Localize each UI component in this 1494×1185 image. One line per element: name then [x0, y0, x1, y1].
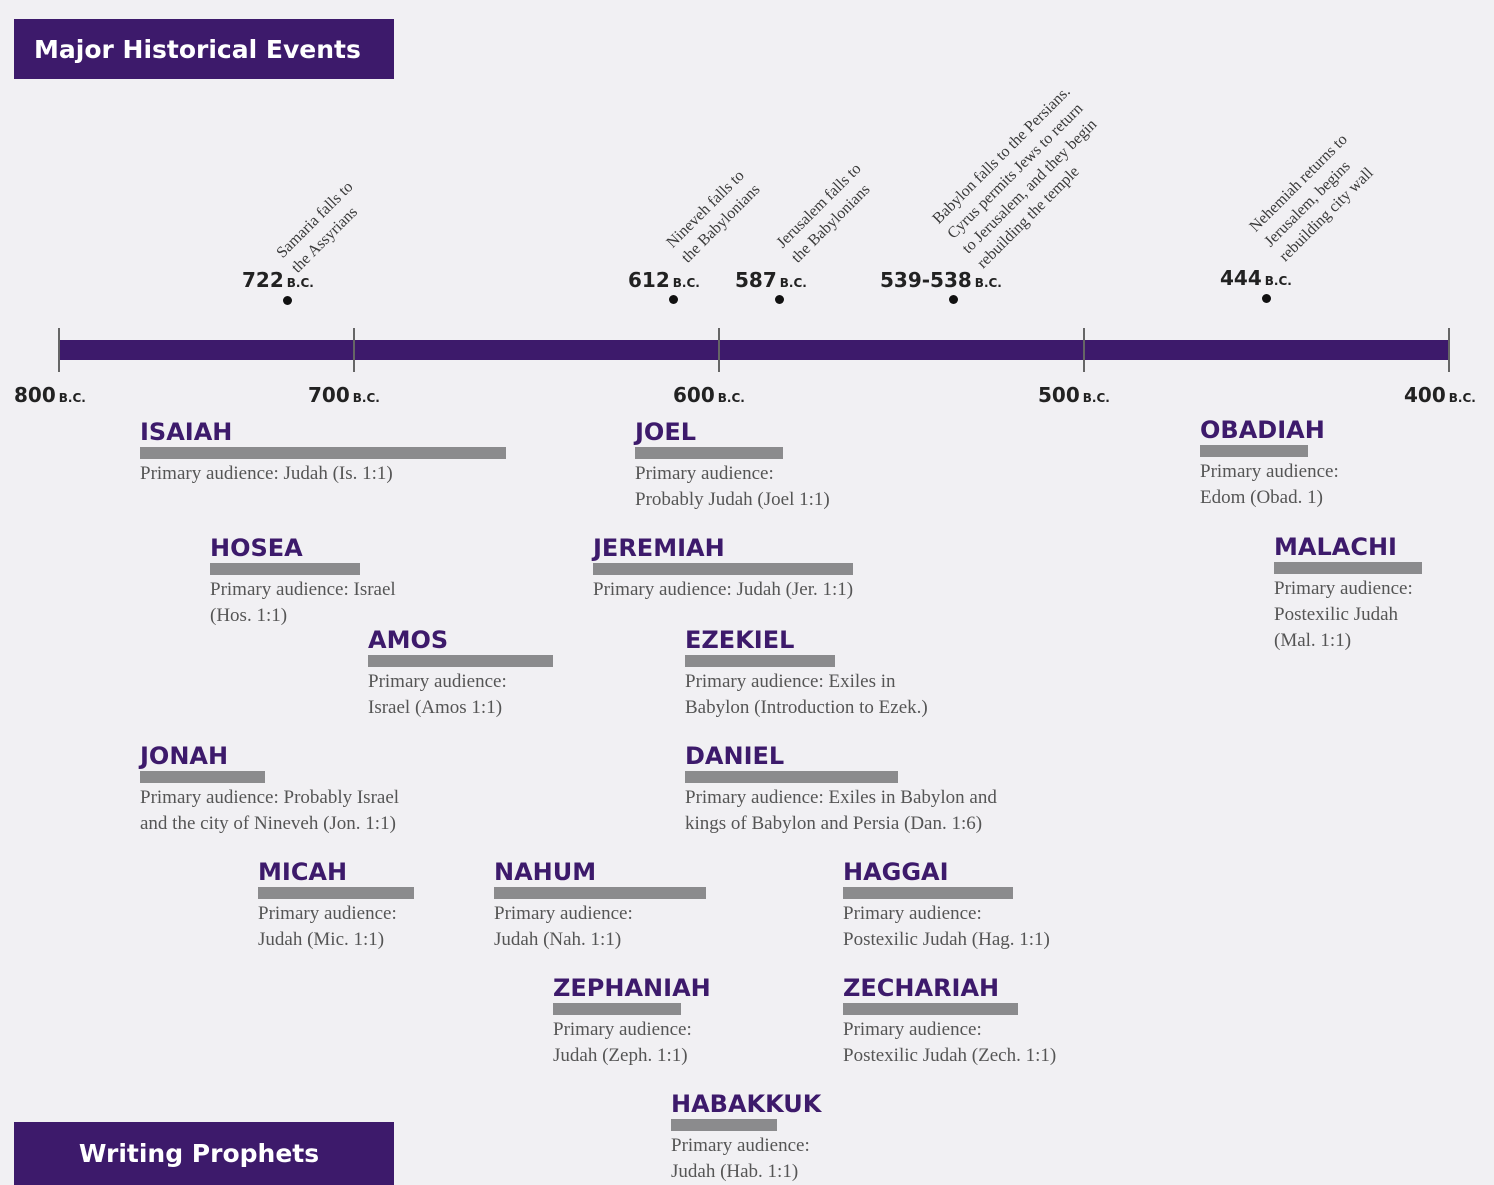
prophet-span-bar	[553, 1003, 681, 1015]
prophet-audience: Primary audience: Probably Judah (Joel 1:1)	[635, 463, 830, 510]
prophet-amos	[368, 626, 553, 721]
prophet-name: ZEPHANIAH	[553, 974, 711, 1002]
prophet-audience: Primary audience: Israel (Hos. 1:1)	[210, 579, 396, 626]
axis-label-400: 400 B.C.	[1404, 383, 1476, 407]
axis-label-700: 700 B.C.	[308, 383, 380, 407]
tick-400	[1448, 328, 1450, 372]
event-year-539: 539-538 B.C.	[880, 268, 1002, 292]
prophet-span-bar	[1274, 562, 1422, 574]
event-text-samaria: Samaria falls to the Assyrians	[273, 178, 361, 277]
prophet-audience: Primary audience: Postexilic Judah (Mal. 1:1)	[1274, 578, 1413, 651]
major-events-title: Major Historical Events	[34, 34, 361, 64]
prophet-audience: Primary audience: Postexilic Judah (Hag. 1:1)	[843, 903, 1050, 950]
prophet-isaiah	[140, 418, 506, 487]
writing-prophets-banner	[14, 1122, 394, 1185]
prophet-audience: Primary audience: Israel (Amos 1:1)	[368, 671, 507, 718]
event-year-722: 722 B.C.	[242, 268, 314, 292]
prophet-name: JOEL	[635, 418, 697, 446]
prophet-span-bar	[1200, 445, 1308, 457]
prophet-span-bar	[843, 887, 1013, 899]
axis-label-500: 500 B.C.	[1038, 383, 1110, 407]
prophet-obadiah	[1200, 416, 1339, 511]
event-dot-722	[283, 296, 292, 305]
prophet-span-bar	[210, 563, 360, 575]
prophet-name: HAGGAI	[843, 858, 949, 886]
prophet-audience: Primary audience: Judah (Jer. 1:1)	[593, 579, 854, 600]
prophet-name: HABAKKUK	[671, 1090, 822, 1118]
prophet-span-bar	[368, 655, 553, 667]
event-year-444: 444 B.C.	[1220, 266, 1292, 290]
prophet-zephaniah	[553, 974, 711, 1069]
prophet-span-bar	[685, 655, 835, 667]
prophet-span-bar	[140, 771, 265, 783]
prophet-name: MICAH	[258, 858, 348, 886]
timeline-bar	[58, 340, 1450, 360]
prophet-name: ISAIAH	[140, 418, 233, 446]
prophet-name: JEREMIAH	[593, 534, 725, 562]
prophet-audience: Primary audience: Probably Israel and the city of Nineveh (Jon. 1:1)	[140, 787, 400, 834]
prophet-span-bar	[593, 563, 853, 575]
prophet-audience: Primary audience: Judah (Is. 1:1)	[140, 463, 393, 484]
prophet-hosea	[210, 534, 396, 629]
event-text-jerusalem: Jerusalem falls to the Babylonians	[773, 160, 874, 267]
prophet-name: EZEKIEL	[685, 626, 795, 654]
event-year-587: 587 B.C.	[735, 268, 807, 292]
event-year-612: 612 B.C.	[628, 268, 700, 292]
prophet-audience: Primary audience: Judah (Hab. 1:1)	[671, 1135, 810, 1182]
writing-prophets-title: Writing Prophets	[78, 1139, 320, 1168]
event-text-nineveh: Nineveh falls to the Babylonians	[663, 167, 764, 267]
prophet-audience: Primary audience: Edom (Obad. 1)	[1200, 461, 1339, 508]
axis-label-800: 800 B.C.	[14, 383, 86, 407]
prophet-nahum	[494, 858, 706, 953]
prophet-joel	[635, 418, 830, 513]
prophet-name: HOSEA	[210, 534, 303, 562]
event-dot-612	[669, 295, 678, 304]
prophet-span-bar	[843, 1003, 1018, 1015]
prophet-ezekiel	[685, 626, 928, 721]
prophet-name: AMOS	[368, 626, 449, 654]
prophet-span-bar	[258, 887, 414, 899]
prophet-span-bar	[671, 1119, 777, 1131]
prophet-audience: Primary audience: Judah (Nah. 1:1)	[494, 903, 633, 950]
prophet-name: ZECHARIAH	[843, 974, 1000, 1002]
prophet-name: NAHUM	[494, 858, 597, 886]
prophet-audience: Primary audience: Judah (Mic. 1:1)	[258, 903, 397, 950]
event-dot-587	[775, 295, 784, 304]
prophet-span-bar	[635, 447, 783, 459]
event-dot-539	[949, 295, 958, 304]
prophet-name: OBADIAH	[1200, 416, 1325, 444]
prophet-haggai	[843, 858, 1050, 953]
tick-800	[58, 328, 60, 372]
prophet-micah	[258, 858, 414, 953]
prophet-jonah	[140, 742, 399, 837]
prophet-zechariah	[843, 974, 1056, 1069]
event-text-babylon: Babylon falls to the Persians. Cyrus permits Jews to return to Jerusalem, and they begin rebuilding the temple	[929, 83, 1101, 272]
prophet-span-bar	[685, 771, 898, 783]
tick-700	[353, 328, 355, 372]
prophet-jeremiah	[593, 534, 853, 603]
prophet-name: MALACHI	[1274, 533, 1397, 561]
prophet-span-bar	[494, 887, 706, 899]
event-text-nehemiah: Nehemiah returns to Jerusalem, begins rebuilding city wall	[1246, 131, 1377, 266]
prophet-span-bar	[140, 447, 506, 459]
prophet-audience: Primary audience: Judah (Zeph. 1:1)	[553, 1019, 692, 1066]
prophet-audience: Primary audience: Postexilic Judah (Zech. 1:1)	[843, 1019, 1057, 1066]
tick-600	[718, 328, 720, 372]
prophet-audience: Primary audience: Exiles in Babylon (Introduction to Ezek.)	[685, 671, 928, 718]
tick-500	[1083, 328, 1085, 372]
prophet-audience: Primary audience: Exiles in Babylon and kings of Babylon and Persia (Dan. 1:6)	[685, 787, 997, 834]
prophet-malachi	[1274, 533, 1422, 654]
prophet-daniel	[685, 742, 997, 837]
prophet-name: JONAH	[140, 742, 229, 770]
major-events-banner	[14, 19, 394, 79]
prophet-name: DANIEL	[685, 742, 785, 770]
prophet-habakkuk	[671, 1090, 821, 1185]
event-dot-444	[1262, 294, 1271, 303]
axis-label-600: 600 B.C.	[673, 383, 745, 407]
